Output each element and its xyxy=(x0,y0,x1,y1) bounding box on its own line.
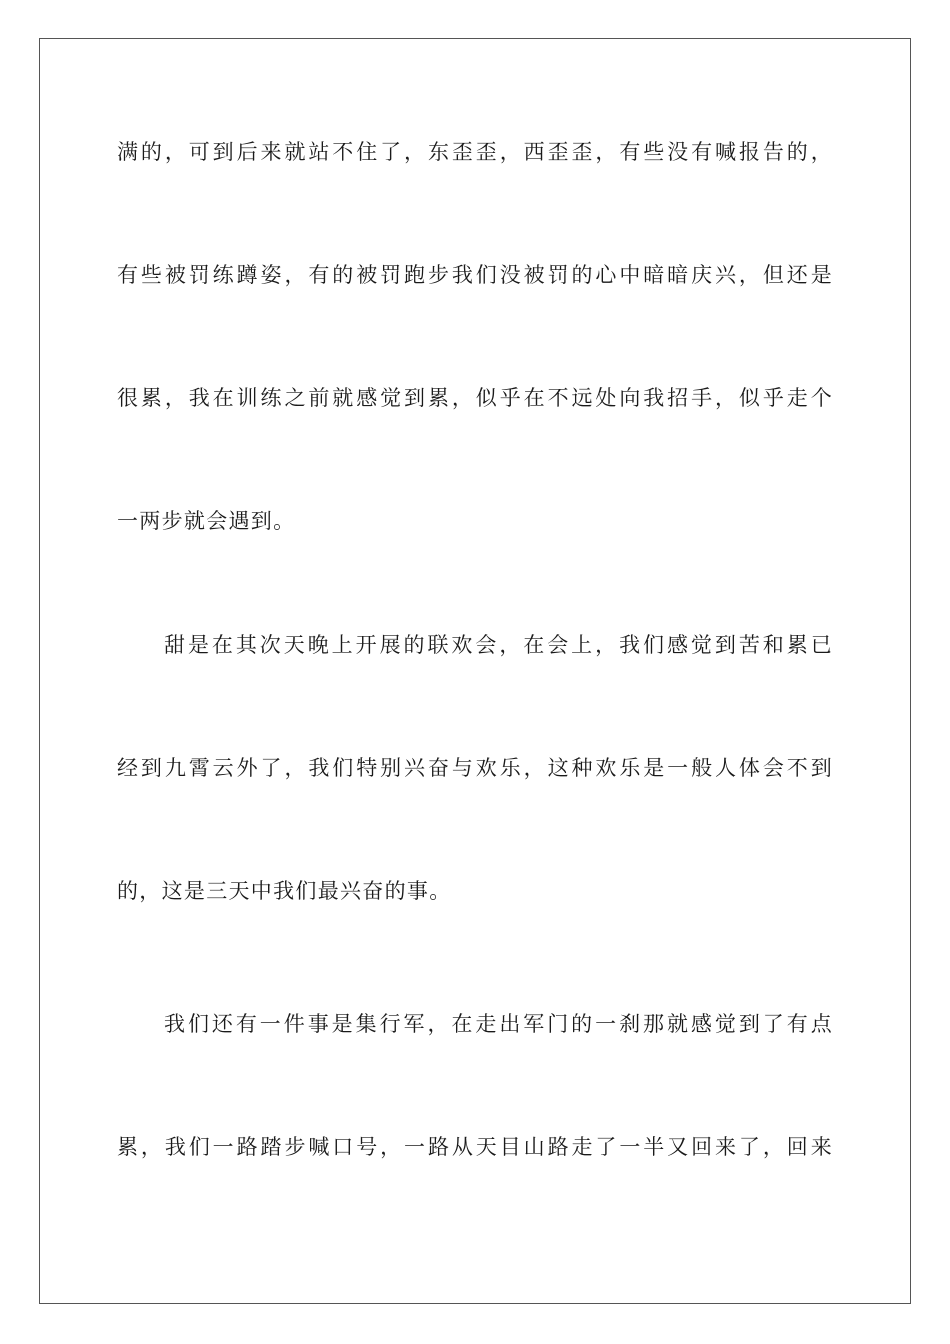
text-line: 经到九霄云外了，我们特别兴奋与欢乐，这种欢乐是一般人体会不到 xyxy=(117,756,833,780)
text-line: 有些被罚练蹲姿，有的被罚跑步我们没被罚的心中暗暗庆兴，但还是 xyxy=(117,263,833,287)
page-border xyxy=(39,38,911,1304)
paragraph-first-line: 甜是在其次天晚上开展的联欢会，在会上，我们感觉到苦和累已 xyxy=(164,633,833,657)
text-line: 很累，我在训练之前就感觉到累，似乎在不远处向我招手，似乎走个 xyxy=(117,386,833,410)
text-line: 的，这是三天中我们最兴奋的事。 xyxy=(117,879,452,903)
text-line: 累，我们一路踏步喊口号，一路从天目山路走了一半又回来了，回来 xyxy=(117,1135,833,1159)
text-line: 满的，可到后来就站不住了，东歪歪，西歪歪，有些没有喊报告的， xyxy=(117,140,833,164)
paragraph-first-line: 我们还有一件事是集行军，在走出军门的一刹那就感觉到了有点 xyxy=(164,1012,833,1036)
text-line: 一两步就会遇到。 xyxy=(117,509,296,533)
